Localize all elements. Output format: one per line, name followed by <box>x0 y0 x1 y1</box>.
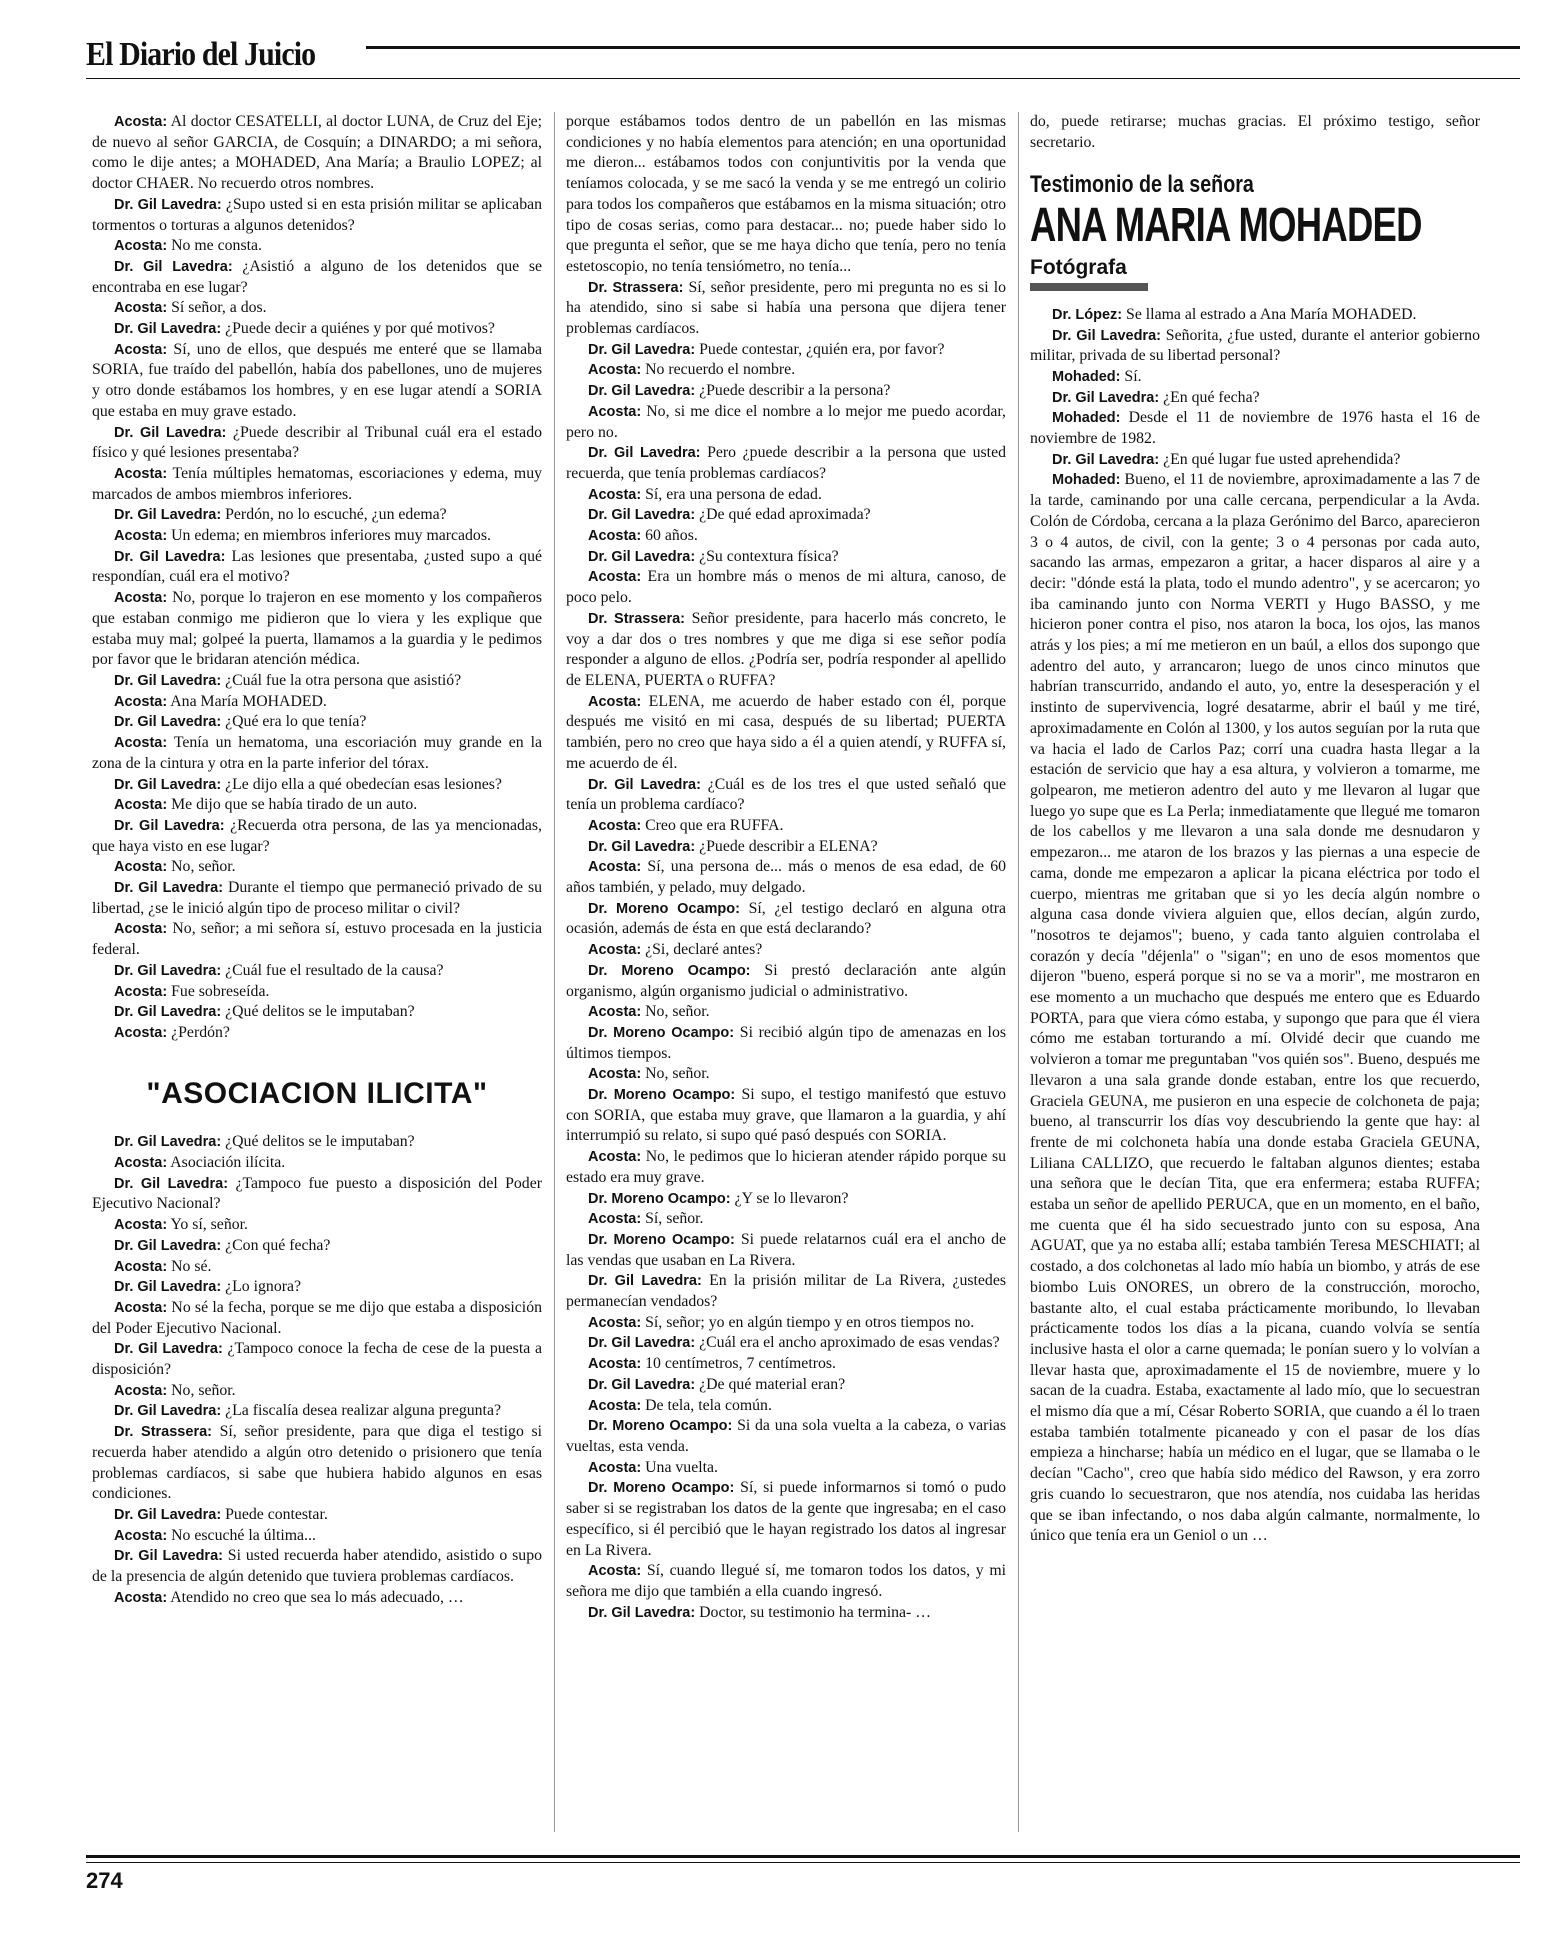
speech-text: Puede contestar. <box>221 1506 328 1523</box>
speech-text: Si prestó declaración ante algún organismo, algún organismo judicial o administrativo. <box>566 961 1006 1000</box>
transcript-paragraph <box>92 1174 542 1215</box>
transcript-paragraph <box>1030 450 1480 471</box>
speech-text: Creo que era RUFFA. <box>641 816 784 834</box>
speaker-name: Acosta: <box>114 1382 168 1399</box>
speaker-name: Acosta: <box>114 1258 168 1275</box>
transcript-paragraph <box>566 1333 1006 1354</box>
speech-text: Sí, era una persona de edad. <box>641 485 822 503</box>
speaker-name: Dr. Gil Lavedra: <box>588 341 696 358</box>
speaker-name: Dr. Gil Lavedra: <box>114 776 222 793</box>
transcript-paragraph <box>566 381 1006 402</box>
speech-text: Sí señor, a dos. <box>167 299 267 317</box>
speaker-name: Dr. Moreno Ocampo: <box>588 1418 733 1435</box>
header-rule-bottom <box>86 78 1520 79</box>
column-2 <box>566 112 1006 1623</box>
speech-text: No sé la fecha, porque se me dijo que estaba a disposición del Poder Ejecutivo Nacional. <box>92 1298 542 1337</box>
transcript-paragraph <box>92 1132 542 1153</box>
section-title: "ASOCIACION ILICITA" <box>146 1076 488 1110</box>
transcript-paragraph <box>92 112 542 195</box>
speech-text: ¿Le dijo ella a qué obedecían esas lesiones? <box>221 775 502 793</box>
transcript-paragraph <box>1030 367 1480 388</box>
speech-text: No, señor. <box>167 858 236 876</box>
speech-text: Tenía un hematoma, una escoriación muy grande en la zona de la cintura y otra en la parte inferior del tórax. <box>92 734 542 772</box>
speech-text: En la prisión militar de La Rivera, ¿ustedes permanecían vendados? <box>566 1272 1006 1311</box>
speaker-name: Acosta: <box>114 859 168 876</box>
speech-text: ¿Su contextura física? <box>695 547 839 565</box>
speech-text: porque estábamos todos dentro de un pabellón en las mismas condiciones y no había elementos para atención; en una oportunidad me dieron... estábamos todos con conjuntivitis por la venda que teníamos colocada, y se me sacó la venda y se me entregó un colirio para todos los compañeros que estábamos en la misma situación; otro tipo de cosas serias, como para destacar... no; puede haber sido lo que pregunta el señor, que se me haya dicho que tenía, pero no tenía estetoscopio, no tenía tensiómetro, no tenía... <box>566 113 1006 275</box>
transcript-paragraph <box>566 505 1006 526</box>
speech-text: Sí, señor presidente, pero mi pregunta no es si lo ha atendido, sino si sabe si había una persona que dijera tener problemas cardíacos. <box>566 278 1006 338</box>
speaker-name: Acosta: <box>114 341 168 358</box>
speech-text: ¿Tampoco fue puesto a disposición del Poder Ejecutivo Nacional? <box>92 1174 542 1213</box>
transcript-paragraph <box>92 1401 542 1422</box>
speaker-name: Acosta: <box>588 486 642 503</box>
speaker-name: Dr. Moreno Ocampo: <box>588 900 740 917</box>
transcript-paragraph <box>566 1002 1006 1023</box>
transcript-paragraph <box>566 1603 1006 1624</box>
speaker-name: Acosta: <box>588 1066 642 1083</box>
speaker-name: Dr. Gil Lavedra: <box>588 1335 696 1352</box>
speech-text: ¿La fiscalía desea realizar alguna pregunta? <box>221 1402 501 1420</box>
transcript-paragraph <box>92 423 542 464</box>
transcript-paragraph <box>1030 388 1480 409</box>
speaker-name: Acosta: <box>114 114 168 130</box>
speech-text: ¿Asistió a alguno de los detenidos que se encontraba en ese lugar? <box>92 257 542 296</box>
speech-text: De tela, tela común. <box>641 1396 772 1414</box>
speech-text: Doctor, su testimonio ha termina- … <box>695 1603 932 1621</box>
speech-text: ¿Cuál era el ancho aproximado de esas vendas? <box>695 1334 1000 1352</box>
speech-text: ¿Y se lo llevaron? <box>730 1189 849 1207</box>
speaker-name: Dr. Strassera: <box>588 610 685 627</box>
speech-text: No sé. <box>167 1257 212 1275</box>
speaker-name: Dr. Gil Lavedra: <box>588 1604 696 1621</box>
testimony-name: ANA MARIA MOHADED <box>1030 199 1422 253</box>
speaker-name: Acosta: <box>588 1397 642 1414</box>
speech-text: Pero ¿puede describir a la persona que usted recuerda, que tenía problemas cardíacos? <box>566 444 1006 482</box>
transcript-paragraph <box>92 195 542 236</box>
column-divider <box>1018 112 1019 1832</box>
speaker-name: Acosta: <box>114 238 168 255</box>
transcript-paragraph <box>92 1546 542 1587</box>
transcript-paragraph <box>566 1478 1006 1561</box>
speech-text: ¿Qué delitos se le imputaban? <box>221 1133 415 1151</box>
speech-text: ELENA, me acuerdo de haber estado con él, porque después me visitó en mi casa, después de su libertad; PUERTA también, pero no creo que haya sido a él a quien atendí, y RUFFA sí, me acuerdo de él. <box>566 692 1006 772</box>
speaker-name: Dr. Gil Lavedra: <box>114 507 222 524</box>
transcript-paragraph <box>566 775 1006 816</box>
transcript-paragraph <box>92 775 542 796</box>
transcript-paragraph <box>566 816 1006 837</box>
speech-text: Sí, uno de ellos, que después me enteré que se llamaba SORIA, fue traído del pabellón, había dos pabellones, uno de mujeres y otro donde estábamos los hombres, y en ese lugar atendí a SORIA que estaba en muy grave estado. <box>92 340 542 420</box>
speaker-name: Acosta: <box>114 921 168 938</box>
speaker-name: Acosta: <box>114 1217 168 1234</box>
speech-text: Sí, cuando llegué sí, me tomaron todos los datos, y mi señora me dijo que también a ella cuando ingresó. <box>566 1562 1006 1600</box>
speaker-name: Dr. Gil Lavedra: <box>588 548 696 565</box>
speaker-name: Acosta: <box>114 1155 168 1172</box>
speaker-name: Dr. Gil Lavedra: <box>114 1175 229 1192</box>
transcript-paragraph <box>92 857 542 878</box>
speaker-name: Dr. Gil Lavedra: <box>114 1341 223 1358</box>
speaker-name: Dr. Gil Lavedra: <box>114 880 224 897</box>
speaker-name: Acosta: <box>114 1589 168 1606</box>
speaker-name: Dr. Gil Lavedra: <box>114 1279 222 1296</box>
speaker-name: Acosta: <box>588 1314 642 1331</box>
speaker-name: Acosta: <box>588 1004 642 1021</box>
transcript-paragraph <box>92 1002 542 1023</box>
speaker-name: Dr. Gil Lavedra: <box>114 714 222 731</box>
speaker-name: Dr. Gil Lavedra: <box>588 1273 702 1290</box>
testimony-label: Testimonio de la señora <box>1030 171 1254 199</box>
speech-text: No escuché la última... <box>167 1526 316 1544</box>
transcript-paragraph <box>92 692 542 713</box>
speech-text: ¿Tampoco conoce la fecha de cese de la puesta a disposición? <box>92 1340 542 1379</box>
transcript-paragraph <box>1030 470 1480 1547</box>
transcript-paragraph <box>566 526 1006 547</box>
column-divider <box>554 112 555 1832</box>
speech-text: ¿Puede describir a la persona? <box>695 382 891 400</box>
transcript-paragraph <box>92 236 542 257</box>
speaker-name: Dr. Gil Lavedra: <box>1052 327 1161 344</box>
transcript-paragraph <box>92 1339 542 1380</box>
speech-text: Sí, señor presidente, para que diga el testigo si recuerda haber atendido a algún otro detenido o prisionero que tenía problemas cardíacos, si sabe que hubiera habido algunos en esas condiciones. <box>92 1423 542 1503</box>
speech-text: Sí, ¿el testigo declaró en alguna otra ocasión, además de ésta en que está declarando? <box>566 899 1007 938</box>
transcript-paragraph <box>566 1416 1006 1457</box>
continued-text: do, puede retirarse; muchas gracias. El próximo testigo, señor secretario. <box>1030 113 1480 151</box>
speech-text: ¿Con qué fecha? <box>221 1236 331 1254</box>
speech-text: ¿En qué fecha? <box>1159 388 1260 406</box>
speaker-name: Acosta: <box>588 1563 642 1580</box>
speech-text: Era un hombre más o menos de mi altura, canoso, de poco pelo. <box>566 568 1006 607</box>
speech-text: ¿De qué edad aproximada? <box>695 506 871 524</box>
transcript-paragraph <box>566 443 1006 484</box>
speech-text: No recuerdo el nombre. <box>641 361 796 379</box>
speech-text: ¿Cuál fue la otra persona que asistió? <box>221 671 462 689</box>
transcript-paragraph <box>92 816 542 857</box>
transcript-paragraph <box>92 1236 542 1257</box>
speaker-name: Acosta: <box>114 1299 168 1316</box>
speaker-name: Dr. Gil Lavedra: <box>588 507 696 524</box>
transcript-paragraph <box>92 919 542 960</box>
transcript-paragraph <box>92 982 542 1003</box>
speaker-name: Acosta: <box>114 590 168 607</box>
transcript-paragraph <box>92 1381 542 1402</box>
speaker-name: Dr. Gil Lavedra: <box>114 258 233 275</box>
speaker-name: Acosta: <box>588 403 642 420</box>
header-rule <box>366 46 1520 49</box>
transcript-paragraph <box>566 837 1006 858</box>
speech-text: Una vuelta. <box>641 1458 718 1476</box>
speaker-name: Dr. Gil Lavedra: <box>114 1004 222 1021</box>
transcript-paragraph <box>566 1561 1006 1602</box>
transcript-paragraph <box>92 733 542 774</box>
speaker-name: Acosta: <box>114 1527 168 1544</box>
speaker-name: Acosta: <box>588 817 642 834</box>
speech-text: ¿Qué delitos se le imputaban? <box>221 1003 415 1021</box>
transcript-paragraph <box>92 1298 542 1339</box>
transcript-paragraph <box>566 1313 1006 1334</box>
transcript-paragraph <box>1030 408 1480 449</box>
speaker-name: Acosta: <box>588 1356 642 1373</box>
speech-text: Si usted recuerda haber atendido, asistido o supo de la presencia de algún detenido que tuviera problemas cardíacos. <box>92 1547 542 1586</box>
speech-text: Bueno, el 11 de noviembre, aproximadamente a las 7 de la tarde, caminando por una calle cercana, perpendicular a la Avda. Colón de Córdoba, cercana a la plaza Gerónimo del Barco, aparecieron 3 o 4 autos, de civil, con la gente; 3 o 4 personas por cada auto, sacando las armas, empezaron a gritar, a hacer disparos al aire y a decir: "dónde está la plata, todo el mundo adentro", y se acercaron; yo iba caminando junto con Norma VERTI y Hugo BASSO, y me hicieron poner contra el piso, nos ataron la boca, los ojos, las manos atrás y los pies; a mí me metieron en un baúl, a ellos dos supongo que adentro del auto, y arrancaron; luego de unos cinco minutos que habrían transcurrido, andando el auto, yo, entre la desesperación y el instinto de supervivencia, logré desatarme, abrir el baúl y me tiré, aproximadamente en Colón al 1300, y los autos seguían por la ruta que va hacia el lado de Carlos Paz; corrí una cuadra hasta llegar a la estación de servicio que hay a esa altura, y volvieron a tomarme, me golpearon, me metieron adentro del auto y me llevaron al lugar que luego yo supe que es La Perla; inmediatamente que llegué me tomaron de los cabellos y me llevaron a una sala donde me desnudaron y empezaron... me ataron de los brazos y las piernas a una especie de cama, donde me empezaron a aplicar la picana eléctrica por todo el cuerpo, mientras me gritaban que si yo les decía algún nombre o alguna casa donde viviera alguien que, ellos decían, algún zurdo, "nosotros te dejamos"; bueno, y cada tanto alguien controlaba el corazón y decía "déjenla" o "sigan"; en uno de esos momentos que dijeron "bueno, esperá porque si no se va a morir", me mostraron en ese momento a un muchacho que después me entero que es Eduardo PORTA, para que viera cómo estaba, y supongo que para que él viera cómo me estaban torturando a mí. Olvidé decir que cuando me volvieron a tomar me preguntaban "vos quién sos". Bueno, después me llevaron a una sala grande donde estaban, entre los que recuerdo, Graciela GEUNA, me pusieron en una especie de colchoneta de paja; bueno, al transcurrir los días voy descubriendo la gente que hay: al frente de mi colchoneta había una donde estaba Graciela GEUNA, Liliana CALLIZO, que recuerdo le faltaban algunos dientes; estaba una señora que le decían Tita, que era enfermera; estaba RUFFA; estaba un señor de apellido PERUCA, que en un momento, en el baño, me cuenta que él ha sido secuestrado junto con su esposa, Ana AGUAT, que ya no estaba allí; estaba también Teresa MESCHIATI; al costado, a dos colchonetas al lado mío había un biombo, y atrás de ese biombo Luis ONORES, un obrero de la construcción, morocho, bastante alto, el cual estaba prácticamente moribundo, lo llevaban prácticamente todos los días a la picana, cuando volvía se sentía inclusive hasta el olor a carne quemada; le ponían suero y lo volvían a llevar hasta que, aproximadamente el 15 de noviembre, muere y lo sacan de la cuadra. Estaba, exactamente al lado mío, que lo secuestran el mismo día que a mí, César Roberto SORIA, que cuando a él lo traen estaba también totalmente picaneado y con el pasar de los días empieza a hincharse; había un médico en el lugar, que se llamaba o le decían "Cacho", creo que había sido médico del Rawson, y era zorro gris cuando lo secuestraron, que nos atendía, nos cuidaba las heridas que se iban infectando, o nos daba algún calmante, normalmente, lo único que tenía era un Geniol o un … <box>1030 471 1481 1545</box>
speech-text: No me consta. <box>167 237 262 255</box>
transcript-paragraph <box>92 1215 542 1236</box>
speech-text: No, señor. <box>641 1065 710 1083</box>
transcript-paragraph <box>566 1396 1006 1417</box>
transcript-paragraph <box>566 1023 1006 1064</box>
speaker-name: Dr. Gil Lavedra: <box>114 1134 222 1151</box>
speaker-name: Dr. Moreno Ocampo: <box>588 962 751 979</box>
speaker-name: Dr. Moreno Ocampo: <box>588 1024 735 1041</box>
page-header <box>86 36 1520 86</box>
transcript-paragraph <box>566 961 1006 1002</box>
transcript-paragraph <box>92 1277 542 1298</box>
transcript-paragraph <box>92 1588 542 1609</box>
speech-text: No, señor; a mi señora sí, estuvo procesada en la justicia federal. <box>92 920 542 959</box>
speaker-name: Mohaded: <box>1052 410 1121 427</box>
speaker-name: Acosta: <box>114 983 168 1000</box>
speech-text: ¿Recuerda otra persona, de las ya mencionadas, que haya visto en ese lugar? <box>92 816 542 855</box>
transcript-paragraph <box>566 1375 1006 1396</box>
speech-text: ¿En qué lugar fue usted aprehendida? <box>1159 450 1401 468</box>
speech-text: Sí, una persona de... más o menos de esa edad, de 60 años también, y pelado, muy delgado. <box>566 858 1006 897</box>
speech-text: Tenía múltiples hematomas, escoriaciones y edema, muy marcados de ambos miembros inferiores. <box>92 464 542 503</box>
speech-text: Al doctor CESATELLI, al doctor LUNA, de Cruz del Eje; de nuevo al señor GARCIA, de Cosquín; a DINARDO; a mi señora, como le dije antes; a MOHADED, Ana María; a Braulio LOPEZ; al doctor CHAER. No recuerdo otros nombres. <box>92 113 542 193</box>
speech-text: ¿Perdón? <box>167 1023 230 1041</box>
speech-text: Puede contestar, ¿quién era, por favor? <box>695 340 945 358</box>
transcript-paragraph <box>92 505 542 526</box>
speaker-name: Dr. Gil Lavedra: <box>588 445 701 462</box>
transcript-paragraph <box>566 112 1006 278</box>
speech-text: Atendido no creo que sea lo más adecuado, … <box>167 1588 464 1606</box>
transcript-paragraph <box>566 609 1006 692</box>
speaker-name: Dr. Strassera: <box>114 1424 212 1441</box>
speech-text: ¿Lo ignora? <box>221 1278 302 1296</box>
speaker-name: Acosta: <box>114 465 168 482</box>
transcript-paragraph <box>92 319 542 340</box>
transcript-paragraph <box>92 795 542 816</box>
speaker-name: Acosta: <box>588 693 642 710</box>
speech-text: Si da una sola vuelta a la cabeza, o varias vueltas, esta venda. <box>566 1417 1006 1455</box>
transcript-paragraph <box>92 464 542 505</box>
transcript-paragraph <box>566 278 1006 340</box>
speaker-name: Acosta: <box>588 569 642 586</box>
transcript-block <box>566 112 1006 1623</box>
transcript-paragraph <box>92 1505 542 1526</box>
transcript-paragraph <box>566 692 1006 775</box>
speech-text: Si supo, el testigo manifestó que estuvo con SORIA, que estaba muy grave, que llamaron a la guardia, y ahí interrumpió su relato, si supo qué pasó después con SORIA. <box>566 1086 1006 1145</box>
speaker-name: Dr. López: <box>1052 306 1123 323</box>
speaker-name: Acosta: <box>114 693 168 710</box>
speech-text: ¿Cuál es de los tres el que usted señaló que tenía un problema cardíaco? <box>566 775 1006 814</box>
speech-text: Las lesiones que presentaba, ¿usted supo a qué respondían, cuál era el motivo? <box>92 547 542 586</box>
speech-text: Se llama al estrado a Ana María MOHADED. <box>1122 305 1417 323</box>
transcript-paragraph <box>92 712 542 733</box>
transcript-paragraph <box>566 402 1006 443</box>
testimony-occupation: Fotógrafa <box>1030 256 1127 280</box>
speaker-name: Acosta: <box>114 797 168 814</box>
speaker-name: Dr. Strassera: <box>588 279 684 296</box>
column-1 <box>92 112 542 1609</box>
speech-text: Yo sí, señor. <box>167 1216 248 1234</box>
speech-text: ¿De qué material eran? <box>695 1375 846 1393</box>
speaker-name: Acosta: <box>588 528 642 545</box>
speech-text: Ana María MOHADED. <box>167 692 327 710</box>
transcript-paragraph <box>566 857 1006 898</box>
transcript-paragraph <box>566 940 1006 961</box>
transcript-block <box>92 112 542 1044</box>
transcript-paragraph <box>92 1023 542 1044</box>
speech-text: Sí. <box>1120 367 1142 385</box>
transcript-paragraph <box>92 588 542 671</box>
transcript-paragraph <box>92 547 542 588</box>
speech-text: 60 años. <box>641 527 698 545</box>
speech-text: Señor presidente, para hacerlo más concreto, le voy a dar dos o tres nombres y que me diga si ese señor podía responder a alguno de ellos. ¿Podría ser, podría responder al apellido de ELENA, PUERTA o RUFFA? <box>566 609 1006 689</box>
speech-text: No, porque lo trajeron en ese momento y los compañeros que estaban conmigo me pidieron que lo viera y les explique que estaba muy mal; golpeé la puerta, llamamos a la guardia y le pedimos por favor que le bridaran atención médica. <box>92 589 542 669</box>
speech-text: Sí, señor. <box>641 1210 704 1228</box>
transcript-paragraph <box>566 1230 1006 1271</box>
speaker-name: Mohaded: <box>1052 368 1121 385</box>
transcript-block <box>1030 305 1480 1547</box>
speech-text: ¿Qué era lo que tenía? <box>221 713 367 731</box>
speech-text: Si puede relatarnos cuál era el ancho de las vendas que usaban en La Rivera. <box>566 1230 1006 1269</box>
speaker-name: Dr. Gil Lavedra: <box>588 838 696 855</box>
transcript-paragraph <box>92 961 542 982</box>
transcript-paragraph <box>566 340 1006 361</box>
speaker-name: Dr. Moreno Ocampo: <box>588 1190 731 1207</box>
transcript-paragraph <box>92 1257 542 1278</box>
speech-text: No, señor. <box>641 1003 710 1021</box>
speaker-name: Dr. Gil Lavedra: <box>114 1548 223 1565</box>
transcript-paragraph <box>566 485 1006 506</box>
speech-text: No, señor. <box>167 1381 236 1399</box>
speech-text: ¿Si, declaré antes? <box>641 941 763 959</box>
speaker-name: Dr. Gil Lavedra: <box>114 962 222 979</box>
speech-text: Asociación ilícita. <box>167 1154 286 1172</box>
speaker-name: Dr. Gil Lavedra: <box>114 321 222 338</box>
speech-text: ¿Puede decir a quiénes y por qué motivos? <box>221 320 495 338</box>
speaker-name: Dr. Gil Lavedra: <box>114 1507 222 1523</box>
speech-text: No, si me dice el nombre a lo mejor me puedo acordar, pero no. <box>566 402 1006 441</box>
speaker-name: Dr. Gil Lavedra: <box>114 817 225 834</box>
speech-text: Sí, señor; yo en algún tiempo y en otros tiempos no. <box>641 1313 975 1331</box>
transcript-paragraph <box>92 1422 542 1505</box>
speech-text: No, le pedimos que lo hicieran atender rápido porque su estado era muy grave. <box>566 1148 1006 1186</box>
transcript-paragraph <box>92 257 542 298</box>
speech-text: ¿Supo usted si en esta prisión militar se aplicaban tormentos o torturas a algunos detenidos? <box>92 195 542 234</box>
speaker-name: Acosta: <box>588 362 642 379</box>
decorative-bar <box>1030 283 1148 291</box>
transcript-paragraph <box>566 1271 1006 1312</box>
speech-text: Si recibió algún tipo de amenazas en los últimos tiempos. <box>566 1023 1006 1062</box>
speaker-name: Dr. Moreno Ocampo: <box>588 1480 735 1497</box>
page-number: 274 <box>86 1868 123 1893</box>
transcript-paragraph <box>92 1526 542 1547</box>
speaker-name: Acosta: <box>114 735 168 752</box>
speech-text: Un edema; en miembros inferiores muy marcados. <box>167 527 491 545</box>
transcript-paragraph <box>566 567 1006 608</box>
speaker-name: Acosta: <box>114 528 168 545</box>
transcript-paragraph <box>566 899 1006 940</box>
speech-text: Durante el tiempo que permaneció privado de su libertad, ¿se le inició algún tipo de proceso militar o civil? <box>92 879 542 917</box>
transcript-paragraph <box>1030 326 1480 367</box>
speaker-name: Acosta: <box>588 942 642 959</box>
speaker-name: Dr. Gil Lavedra: <box>588 1376 696 1393</box>
speech-text: 10 centímetros, 7 centímetros. <box>641 1355 836 1373</box>
transcript-paragraph <box>92 340 542 423</box>
transcript-paragraph <box>566 1064 1006 1085</box>
speaker-name: Dr. Gil Lavedra: <box>114 1237 222 1254</box>
transcript-paragraph <box>92 878 542 919</box>
speaker-name: Dr. Gil Lavedra: <box>114 548 226 565</box>
speech-text: Señorita, ¿fue usted, durante el anterior gobierno militar, privada de su libertad personal? <box>1030 326 1480 365</box>
speech-text: ¿Puede describir al Tribunal cuál era el estado físico y qué lesiones presentaba? <box>92 423 542 462</box>
speech-text: Fue sobreseída. <box>167 982 270 1000</box>
speech-text: Me dijo que se había tirado de un auto. <box>167 796 418 814</box>
transcript-paragraph <box>566 1189 1006 1210</box>
speaker-name: Dr. Gil Lavedra: <box>1052 389 1160 406</box>
transcript-paragraph <box>566 360 1006 381</box>
speaker-name: Acosta: <box>588 1149 642 1166</box>
transcript-paragraph <box>92 526 542 547</box>
footer-rule <box>86 1855 1520 1858</box>
transcript-paragraph <box>92 1153 542 1174</box>
speaker-name: Dr. Gil Lavedra: <box>114 424 227 441</box>
speaker-name: Dr. Gil Lavedra: <box>1052 451 1160 468</box>
speaker-name: Acosta: <box>588 1459 642 1476</box>
speaker-name: Acosta: <box>588 859 642 876</box>
speaker-name: Acosta: <box>114 300 168 317</box>
speaker-name: Dr. Gil Lavedra: <box>114 1403 222 1420</box>
transcript-paragraph <box>566 1354 1006 1375</box>
speaker-name: Dr. Gil Lavedra: <box>588 776 701 793</box>
speech-text: Desde el 11 de noviembre de 1976 hasta el 16 de noviembre de 1982. <box>1030 409 1480 448</box>
speaker-name: Dr. Moreno Ocampo: <box>588 1087 736 1104</box>
speaker-name: Dr. Gil Lavedra: <box>588 383 696 400</box>
speech-text: ¿Cuál fue el resultado de la causa? <box>221 961 444 979</box>
transcript-paragraph <box>566 1458 1006 1479</box>
transcript-paragraph <box>92 298 542 319</box>
speech-text: ¿Puede describir a ELENA? <box>695 837 878 855</box>
speech-text: Perdón, no lo escuché, ¿un edema? <box>221 506 447 524</box>
speaker-name: Dr. Gil Lavedra: <box>114 672 222 689</box>
transcript-paragraph <box>92 671 542 692</box>
transcript-paragraph <box>566 1085 1006 1147</box>
masthead: El Diario del Juicio <box>86 36 316 73</box>
speaker-name: Acosta: <box>114 1024 168 1041</box>
transcript-block <box>92 1132 542 1608</box>
transcript-paragraph <box>566 1209 1006 1230</box>
transcript-paragraph <box>1030 305 1480 326</box>
speaker-name: Acosta: <box>588 1211 642 1228</box>
column-3 <box>1030 112 1480 1547</box>
speaker-name: Dr. Moreno Ocampo: <box>588 1231 735 1248</box>
footer-rule <box>86 1862 1520 1863</box>
speaker-name: Dr. Gil Lavedra: <box>114 196 222 213</box>
speech-text: Sí, si puede informarnos si tomó o pudo saber si se registraban los datos de la gente que ingresaba; en el caso específico, si él percibió que le hayan registrado los datos al ingresar en La Rivera. <box>566 1479 1006 1559</box>
transcript-paragraph <box>566 547 1006 568</box>
speaker-name: Mohaded: <box>1052 472 1121 489</box>
transcript-paragraph <box>566 1147 1006 1188</box>
